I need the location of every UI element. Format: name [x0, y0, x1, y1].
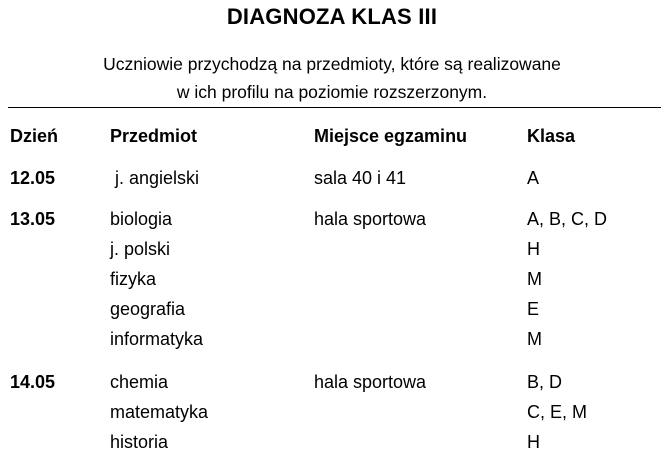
exam-class: M	[527, 269, 542, 289]
exam-subject: j. polski	[110, 239, 171, 259]
exam-class: A, B, C, D	[527, 209, 608, 229]
exam-class: H	[527, 239, 540, 259]
exam-class: B, D	[527, 372, 563, 392]
column-header-subject: Przedmiot	[110, 126, 198, 146]
exam-day: 12.05	[10, 168, 56, 188]
exam-place: hala sportowa	[314, 372, 427, 392]
exam-class: M	[527, 329, 542, 349]
exam-subject: informatyka	[110, 329, 204, 349]
exam-subject: historia	[110, 432, 169, 452]
exam-subject: fizyka	[110, 269, 157, 289]
document-subtitle	[0, 50, 664, 106]
header-divider	[8, 107, 661, 108]
exam-class: E	[527, 299, 540, 319]
exam-subject: j. angielski	[110, 168, 200, 188]
column-header-day: Dzień	[10, 126, 59, 146]
exam-place: sala 40 i 41	[314, 168, 407, 188]
exam-class: C, E, M	[527, 402, 588, 422]
subject-list	[110, 367, 208, 457]
column-header-class: Klasa	[527, 126, 576, 146]
exam-place: hala sportowa	[314, 209, 427, 229]
exam-subject: biologia	[110, 209, 173, 229]
subtitle-line: w ich profilu na poziomie rozszerzonym.	[176, 82, 488, 102]
exam-subject: matematyka	[110, 402, 209, 422]
class-list	[527, 367, 587, 457]
exam-class: A	[527, 168, 540, 188]
column-header-place: Miejsce egzaminu	[314, 126, 468, 146]
exam-day: 14.05	[10, 372, 56, 392]
class-list	[527, 204, 607, 354]
document-title: DIAGNOZA KLAS III	[226, 4, 438, 29]
exam-day: 13.05	[10, 209, 56, 229]
exam-class: H	[527, 432, 540, 452]
subject-list	[110, 204, 203, 354]
subtitle-line: Uczniowie przychodzą na przedmioty, które są realizowane	[103, 54, 561, 74]
exam-subject: chemia	[110, 372, 169, 392]
exam-subject: geografia	[110, 299, 186, 319]
